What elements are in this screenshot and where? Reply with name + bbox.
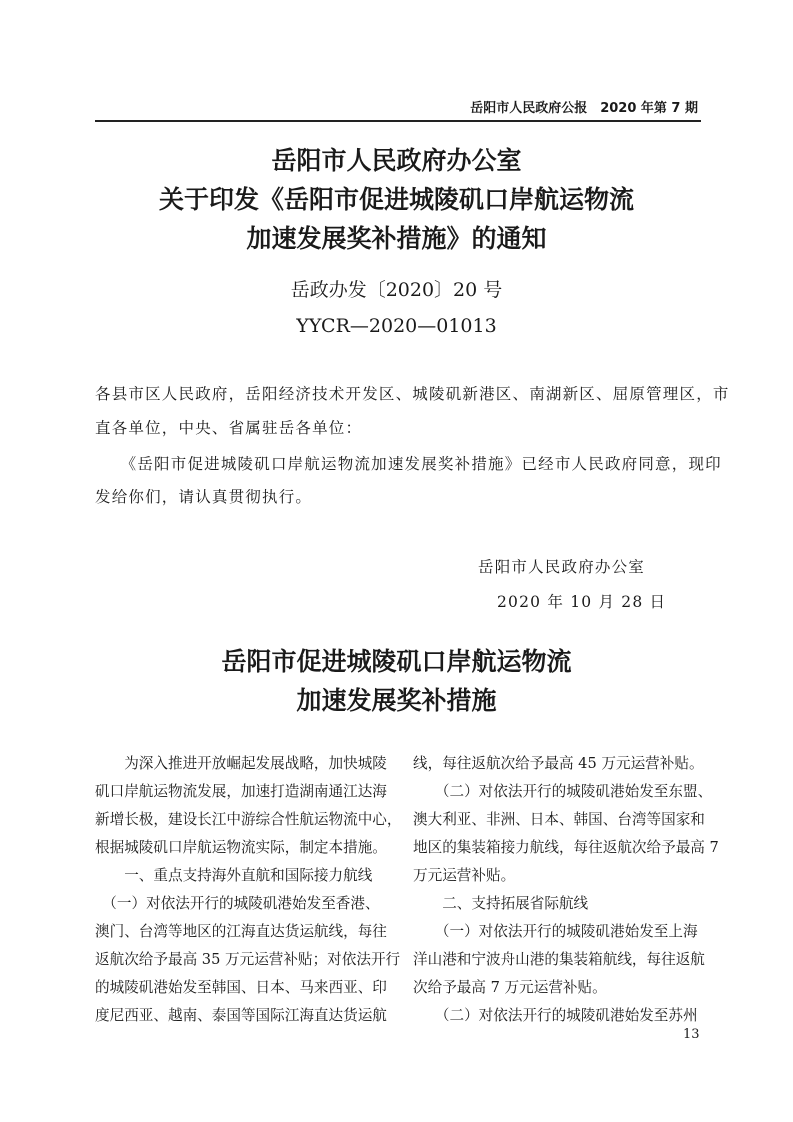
- running-header: 岳阳市人民政府公报 2020 年第 7 期: [470, 101, 698, 116]
- notice-title-line: 加速发展奖补措施》的通知: [246, 224, 547, 253]
- notice-title-line: 岳阳市人民政府办公室: [271, 146, 522, 175]
- right-column-line: （一）对依法开行的城陵矶港始发至上海: [413, 923, 698, 940]
- measures-title-line: 加速发展奖补措施: [296, 686, 497, 715]
- measures-title-line: 岳阳市促进城陵矶口岸航运物流: [221, 647, 572, 676]
- document-number: 岳政办发〔2020〕20 号: [290, 279, 503, 301]
- right-column-line: 万元运营补贴。: [413, 867, 516, 884]
- date: 2020 年 10 月 28 日: [497, 593, 667, 611]
- left-column-line: 根据城陵矶口岸航运物流实际，制定本措施。: [95, 839, 387, 856]
- header-rule: [95, 120, 701, 122]
- right-column-line: 洋山港和宁波舟山港的集装箱航线，每往返航: [413, 951, 705, 968]
- right-column-line: 地区的集装箱接力航线，每往返航次给予最高 7: [413, 839, 719, 856]
- signature: 岳阳市人民政府办公室: [478, 558, 646, 576]
- left-column-line: （一）对依法开行的城陵矶港始发至香港、: [95, 895, 380, 912]
- notice-body-line: 《岳阳市促进城陵矶口岸航运物流加速发展奖补措施》已经市人民政府同意，现印: [95, 455, 722, 473]
- left-column-line: 返航次给予最高 35 万元运营补贴；对依法开行: [95, 951, 401, 968]
- notice-title-line: 关于印发《岳阳市促进城陵矶口岸航运物流: [158, 185, 634, 214]
- left-column-line: 澳门、台湾等地区的江海直达货运航线，每往: [95, 923, 387, 940]
- right-column-line: 线，每往返航次给予最高 45 万元运营补贴。: [413, 755, 704, 772]
- right-column-line: （二）对依法开行的城陵矶港始发至苏州: [413, 1007, 698, 1024]
- left-column-line: 新增长极，建设长江中游综合性航运物流中心，: [95, 811, 402, 828]
- left-column-line: 一、重点支持海外直航和国际接力航线: [95, 867, 373, 884]
- notice-body-line: 发给你们，请认真贯彻执行。: [95, 488, 313, 506]
- notice-body-line: 各县市区人民政府，岳阳经济技术开发区、城陵矶新港区、南湖新区、屈原管理区，市: [95, 385, 730, 403]
- left-column-line: 矶口岸航运物流发展，加速打造湖南通江达海: [95, 783, 387, 800]
- page-number: 13: [683, 1027, 700, 1042]
- right-column-line: 二、支持拓展省际航线: [413, 895, 589, 912]
- right-column-line: 澳大利亚、非洲、日本、韩国、台湾等国家和: [413, 811, 705, 828]
- registration-number: YYCR—2020—01013: [296, 315, 497, 337]
- left-column-line: 为深入推进开放崛起发展战略，加快城陵: [95, 755, 387, 772]
- left-column-line: 的城陵矶港始发至韩国、日本、马来西亚、印: [95, 979, 387, 996]
- left-column-line: 度尼西亚、越南、泰国等国际江海直达货运航: [95, 1007, 387, 1024]
- right-column-line: （二）对依法开行的城陵矶港始发至东盟、: [413, 783, 713, 800]
- right-column-line: 次给予最高 7 万元运营补贴。: [413, 979, 607, 996]
- notice-body-line: 直各单位，中央、省属驻岳各单位：: [95, 419, 363, 437]
